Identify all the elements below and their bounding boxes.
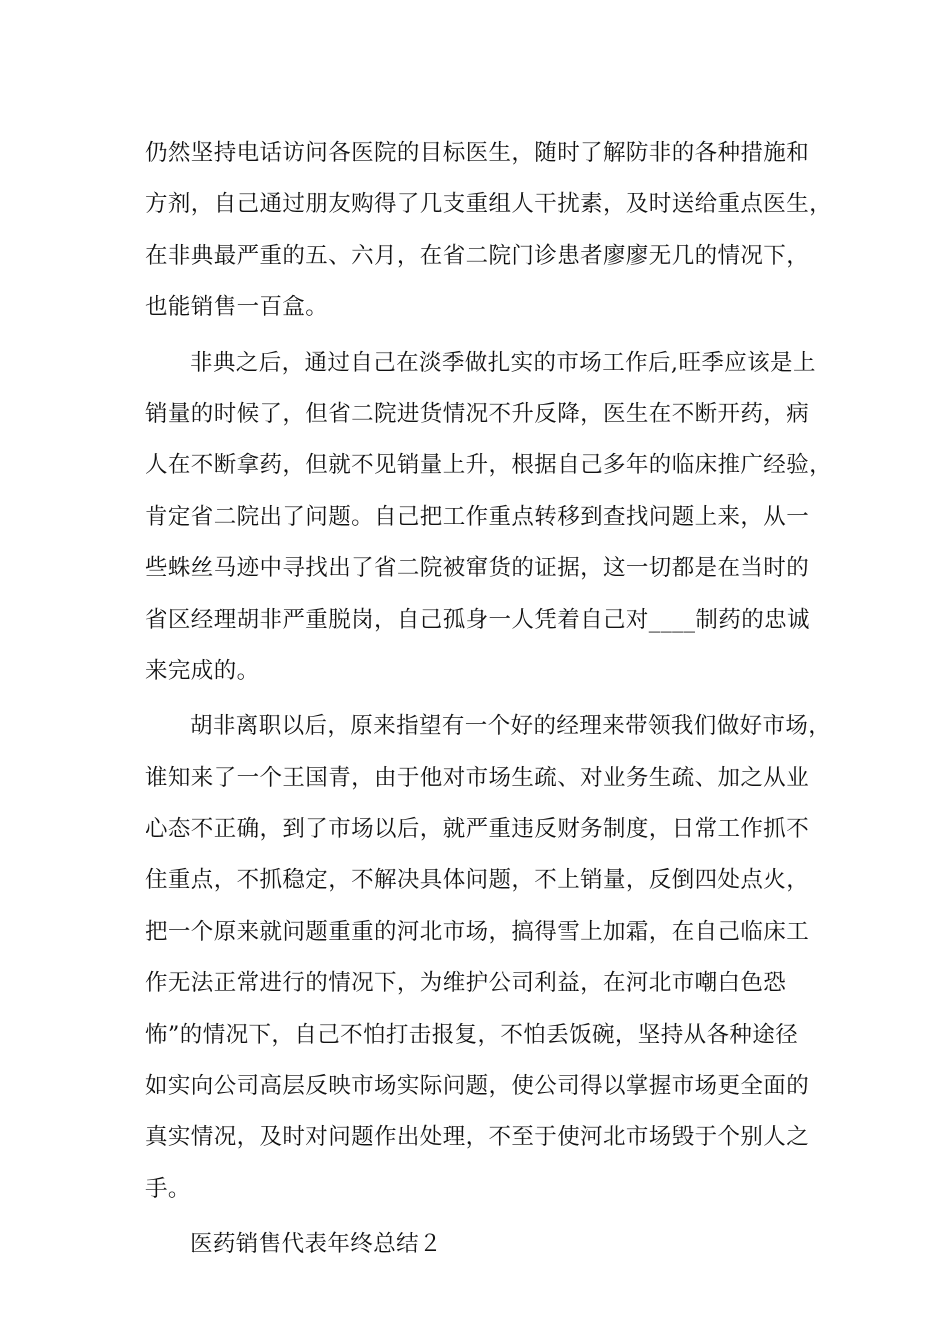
paragraph-1 — [145, 128, 833, 334]
section-title: 医药销售代表年终总结２ — [190, 1231, 442, 1258]
text-line: 真实情况，及时对问题作出处理，不至于使河北市场毁于个别人之 — [145, 1124, 810, 1151]
text-line: 来完成的。 — [145, 657, 260, 684]
text-line: 胡非离职以后，原来指望有一个好的经理来带领我们做好市场， — [190, 713, 832, 740]
text-line: 省区经理胡非严重脱岗，自己孤身一人凭着自己对____制药的忠诚 — [145, 606, 810, 633]
document-body — [145, 128, 833, 1271]
text-line: 怖”的情况下，自己不怕打击报复，不怕丢饭碗，坚持从各种途径 — [145, 1021, 799, 1048]
text-line: 如实向公司高层反映市场实际问题，使公司得以掌握市场更全面的 — [145, 1073, 810, 1100]
text-line: 仍然坚持电话访问各医院的目标医生，随时了解防非的各种措施和 — [145, 140, 810, 166]
text-line: 肯定省二院出了问题。自己把工作重点转移到查找问题上来，从一 — [145, 503, 810, 530]
text-line: 销量的时候了，但省二院进货情况不升反降，医生在不断开药，病 — [145, 400, 810, 427]
text-line: 也能销售一百盒。 — [145, 294, 329, 321]
text-line: 心态不正确，到了市场以后，就严重违反财务制度，日常工作抓不 — [145, 816, 810, 843]
text-line: 住重点，不抓稳定，不解决具体问题，不上销量，反倒四处点火， — [145, 867, 810, 894]
text-line: 作无法正常进行的情况下，为维护公司利益，在河北市嘲白色恐 — [145, 970, 787, 997]
text-line: 在非典最严重的五、六月，在省二院门诊患者廖廖无几的情况下， — [145, 242, 810, 269]
text-line: 手。 — [145, 1175, 191, 1202]
text-line: 些蛛丝马迹中寻找出了省二院被窜货的证据，这一切都是在当时的 — [145, 555, 810, 582]
text-line: 人在不断拿药，但就不见销量上升，根据自己多年的临床推广经验， — [145, 452, 833, 479]
text-line: 非典之后，通过自己在淡季做扎实的市场工作后,旺季应该是上 — [190, 349, 816, 376]
text-line: 方剂，自己通过朋友购得了几支重组人干扰素，及时送给重点医生， — [145, 191, 833, 218]
section-heading — [145, 1219, 825, 1270]
text-line: 把一个原来就问题重重的河北市场，搞得雪上加霜，在自己临床工 — [145, 918, 810, 945]
text-line: 谁知来了一个王国青，由于他对市场生疏、对业务生疏、加之从业 — [145, 764, 810, 791]
paragraph-2 — [145, 338, 833, 698]
paragraph-3 — [145, 701, 832, 1215]
